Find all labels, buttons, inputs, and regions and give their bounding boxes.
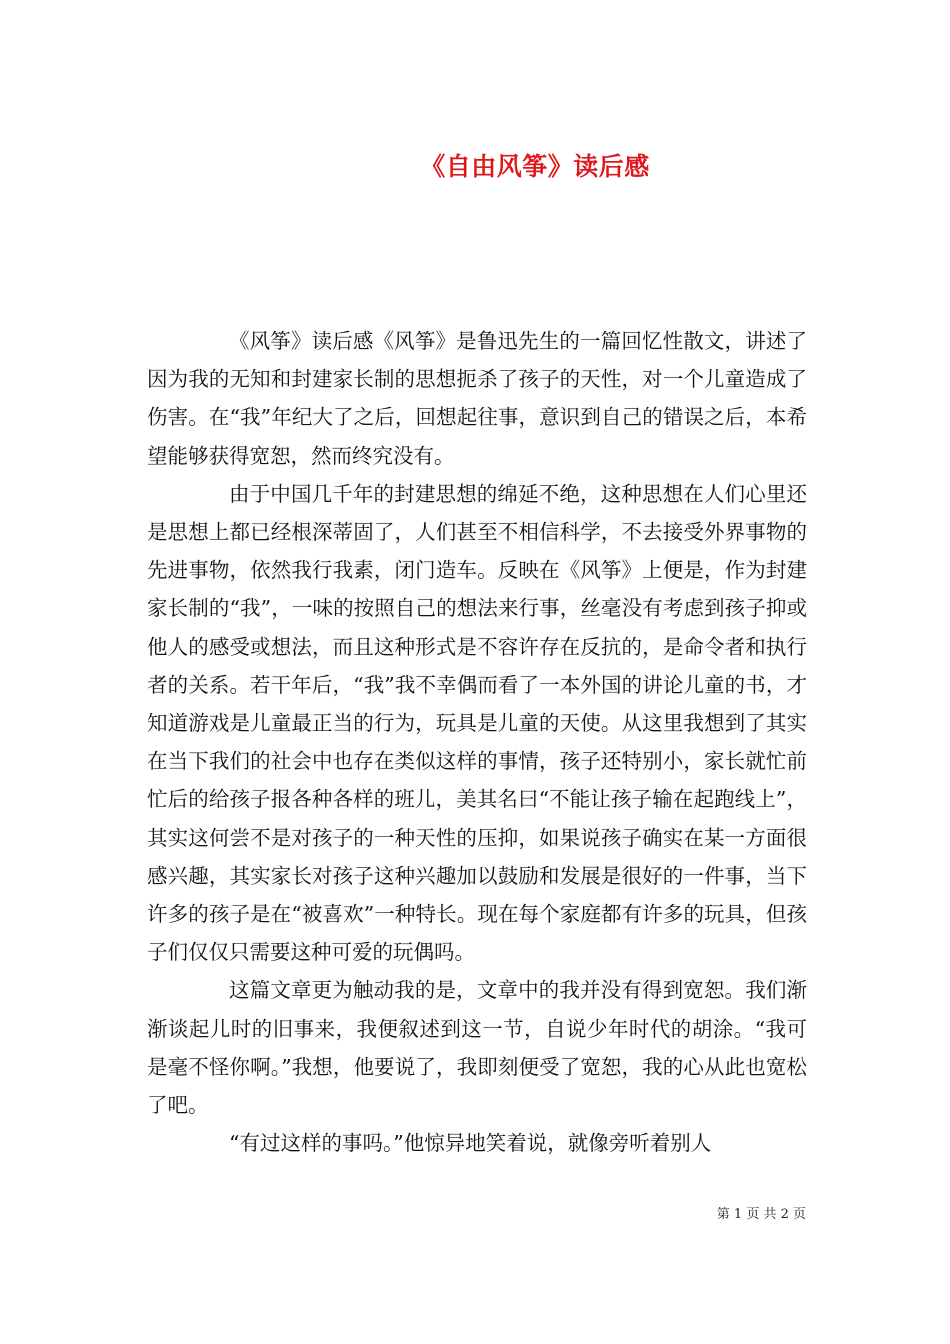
document-body [147, 322, 807, 1162]
document-title: 《自由风筝》读后感 [420, 151, 650, 181]
paragraph: 由于中国几千年的封建思想的绵延不绝，这种思想在人们心里还是思想上都已经根深蒂固了，人们甚至不相信科学，不去接受外界事物的先进事物，依然我行我素，闭门造车。反映在《风筝》上便是，作为封建家长制的“我”，一味的按照自己的想法来行事，丝毫没有考虑到孩子抑或他人的感受或想法，而且这种形式是不容许存在反抗的，是命令者和执行者的关系。若干年后，“我”我不幸偶而看了一本外国的讲论儿童的书，才知道游戏是儿童最正当的行为，玩具是儿童的天使。从这里我想到了其实在当下我们的社会中也存在类似这样的事情，孩子还特别小，家长就忙前忙后的给孩子报各种各样的班儿，美其名曰“不能让孩子输在起跑线上”，其实这何尝不是对孩子的一种天性的压抑，如果说孩子确实在某一方面很感兴趣，其实家长对孩子这种兴趣加以鼓励和发展是很好的一件事，当下许多的孩子是在“被喜欢”一种特长。现在每个家庭都有许多的玩具，但孩子们仅仅只需要这种可爱的玩偶吗。 [147, 481, 807, 965]
paragraph: 这篇文章更为触动我的是，文章中的我并没有得到宽恕。我们渐渐谈起儿时的旧事来，我便叙述到这一节，自说少年时代的胡涂。“我可是毫不怪你啊。”我想，他要说了，我即刻便受了宽恕，我的心从此也宽松了吧。 [147, 978, 807, 1118]
paragraph: “有过这样的事吗。”他惊异地笑着说，就像旁听着别人 [229, 1131, 712, 1156]
page-number-footer: 第 1 页 共 2 页 [716, 1207, 806, 1222]
paragraph: 《风筝》读后感《风筝》是鲁迅先生的一篇回忆性散文，讲述了因为我的无知和封建家长制的思想扼杀了孩子的天性，对一个儿童造成了伤害。在“我”年纪大了之后，回想起往事，意识到自己的错误之后，本希望能够获得宽恕，然而终究没有。 [147, 329, 807, 468]
